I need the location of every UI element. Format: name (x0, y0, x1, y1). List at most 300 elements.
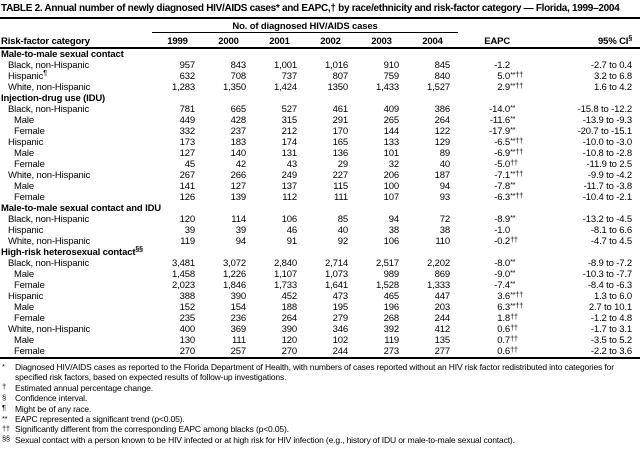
eapc-footnote-marker: †† (510, 345, 518, 354)
cell-cases-2001: 188 (281, 302, 297, 313)
table-row (0, 313, 640, 324)
cell-cases-2001: 1,424 (273, 82, 297, 93)
row-label: High-risk heterosexual contact§§ (1, 245, 143, 258)
footnotes (0, 359, 640, 445)
cell-cases-2000: 42 (235, 159, 246, 170)
footnote-marker: † (2, 382, 6, 392)
cell-cases-1999: 39 (184, 225, 195, 236)
eapc-footnote-marker: **†† (510, 81, 524, 90)
cell-cases-2002: 40 (337, 225, 348, 236)
footnote (2, 435, 638, 445)
eapc-value: -5.0 (494, 159, 511, 170)
cell-cases-2003: 265 (383, 115, 399, 126)
eapc-footnote-marker: †† (510, 235, 518, 244)
cell-cases-2001: 46 (286, 225, 297, 236)
cell-cases-2002: 92 (337, 236, 348, 247)
cell-ci: -13.9 to -9.3 (582, 115, 633, 126)
table-row (0, 104, 640, 115)
table-row (0, 280, 640, 291)
cell-cases-2002: 227 (332, 170, 348, 181)
cell-cases-2003: 409 (383, 104, 399, 115)
row-label: Female (14, 126, 45, 137)
cell-cases-2002: 165 (332, 137, 348, 148)
eapc-value: -1.2 (494, 60, 511, 71)
cell-ci: -8.4 to -6.3 (587, 280, 633, 291)
cell-cases-2000: 111 (232, 335, 246, 346)
cell-cases-1999: 1,283 (171, 82, 195, 93)
data-table (0, 17, 640, 359)
cell-cases-2000: 139 (230, 192, 246, 203)
cell-cases-2004: 110 (435, 236, 451, 247)
cell-cases-2000: 708 (230, 71, 246, 82)
cell-cases-2003: 94 (388, 214, 399, 225)
cell-ci: -3.5 to 5.2 (590, 335, 633, 346)
table-row (0, 71, 640, 82)
eapc-value: 2.9 (497, 82, 511, 93)
ci-header-label: 95% CI (598, 36, 629, 47)
cell-cases-2001: 137 (281, 181, 297, 192)
table-row (0, 192, 640, 203)
cell-ci: -20.7 to -15.1 (577, 126, 633, 137)
cell-cases-2002: 1,016 (324, 60, 348, 71)
cell-cases-2004: 244 (434, 313, 451, 324)
row-label: Male-to-male sexual contact and IDU (1, 203, 161, 214)
cell-cases-2001: 43 (286, 159, 297, 170)
cell-ci: -4.7 to 4.5 (590, 236, 633, 247)
table-row (0, 82, 640, 93)
cell-ci: 3.2 to 6.8 (593, 71, 633, 82)
footnote-text: EAPC represented a significant trend (p<0.05). (15, 414, 185, 425)
cell-ci: -9.9 to -4.2 (587, 170, 633, 181)
table-title: TABLE 2. Annual number of newly diagnosed HIV/AIDS cases* and EAPC,† by race/ethnicity and risk-factor category — Florida, 1999–2004 (1, 3, 620, 14)
eapc-value: -7.8 (494, 181, 511, 192)
cell-cases-2002: 85 (337, 214, 348, 225)
cell-cases-2003: 133 (383, 137, 399, 148)
col-year-1999: 1999 (152, 33, 203, 49)
cell-ci: -13.2 to -4.5 (582, 214, 633, 225)
cell-cases-1999: 449 (179, 115, 195, 126)
cell-cases-2003: 2,517 (375, 258, 399, 269)
cell-ci: -15.8 to -12.2 (577, 104, 633, 115)
cell-cases-2002: 195 (332, 302, 348, 313)
cell-cases-2003: 1,433 (375, 82, 399, 93)
cell-cases-2001: 249 (281, 170, 297, 181)
cell-cases-2004: 1,527 (427, 82, 451, 93)
cell-cases-2002: 473 (332, 291, 348, 302)
eapc-value: -6.3 (494, 192, 511, 203)
row-label: Male (14, 335, 34, 346)
cell-cases-1999: 1,458 (171, 269, 195, 280)
footnote-text: Confidence interval. (15, 393, 88, 404)
table-row (0, 324, 640, 335)
cell-cases-2001: 2,840 (273, 258, 297, 269)
cell-cases-2003: 101 (383, 148, 399, 159)
cell-cases-2003: 144 (383, 126, 399, 137)
cell-cases-2003: 206 (383, 170, 399, 181)
cell-cases-1999: 267 (179, 170, 195, 181)
cell-cases-2004: 187 (434, 170, 451, 181)
row-label: Black, non-Hispanic (8, 214, 90, 225)
eapc-footnote-marker: ** (510, 268, 516, 277)
cell-cases-2002: 111 (334, 192, 348, 203)
table-row (0, 214, 640, 225)
col-eapc: EAPC (458, 33, 535, 49)
table-row (0, 302, 640, 313)
cell-cases-1999: 3,481 (171, 258, 195, 269)
table-row (0, 181, 640, 192)
cell-cases-2004: 122 (434, 126, 451, 137)
col-year-2002: 2002 (305, 33, 356, 49)
row-label: Black, non-Hispanic (8, 104, 90, 115)
cell-cases-2002: 461 (332, 104, 348, 115)
table-row (0, 346, 640, 358)
eapc-value: 3.6 (497, 291, 511, 302)
eapc-value: -7.1 (494, 170, 511, 181)
col-year-2000: 2000 (203, 33, 254, 49)
cell-cases-2000: 114 (231, 214, 246, 225)
col-year-2003: 2003 (356, 33, 407, 49)
eapc-footnote-marker: ** (510, 103, 516, 112)
cell-cases-2004: 38 (439, 225, 451, 236)
eapc-value: -8.0 (494, 258, 511, 269)
footnote (2, 424, 638, 434)
cell-cases-2000: 1,846 (222, 280, 246, 291)
cell-cases-2004: 72 (439, 214, 451, 225)
eapc-footnote-marker: **†† (510, 136, 524, 145)
eapc-value: 0.6 (497, 324, 511, 335)
footnote-marker: § (2, 392, 6, 402)
cell-cases-2002: 1,641 (324, 280, 348, 291)
col-year-2004: 2004 (407, 33, 458, 49)
cell-cases-2000: 236 (230, 313, 246, 324)
row-label: Hispanic (8, 225, 44, 236)
section-row (0, 93, 640, 104)
footnote-marker: * (2, 361, 5, 371)
footnote-text: Might be of any race. (15, 403, 92, 414)
spanner-row (0, 18, 640, 33)
cases-spanner-header: No. of diagnosed HIV/AIDS cases (152, 18, 458, 33)
cell-ci: -8.1 to 6.6 (590, 225, 633, 236)
row-label: Injection-drug use (IDU) (1, 93, 106, 104)
cell-cases-2000: 1,350 (222, 82, 246, 93)
cell-cases-2004: 447 (434, 291, 451, 302)
table-row (0, 236, 640, 247)
cell-ci: -11.7 to -3.8 (583, 181, 633, 192)
cell-cases-2000: 257 (230, 346, 246, 357)
cell-cases-1999: 45 (184, 159, 195, 170)
row-label: Female (14, 346, 45, 357)
row-label: White, non-Hispanic (8, 82, 91, 93)
cell-cases-2003: 910 (383, 60, 399, 71)
cell-cases-1999: 400 (179, 324, 195, 335)
cell-cases-1999: 126 (179, 192, 195, 203)
cell-cases-2000: 3,072 (222, 258, 246, 269)
eapc-value: -17.9 (489, 126, 511, 137)
eapc-value: -7.4 (494, 280, 511, 291)
cell-cases-2004: 93 (439, 192, 451, 203)
cell-ci: -10.0 to -3.0 (582, 137, 633, 148)
cell-cases-2004: 40 (439, 159, 451, 170)
row-label: Male (14, 302, 34, 313)
cell-cases-2002: 29 (337, 159, 348, 170)
footnote-text: Significantly different from the corresponding EAPC among blacks (p<0.05). (15, 424, 289, 435)
cell-cases-2004: 94 (439, 181, 451, 192)
cell-cases-2002: 1350 (327, 82, 348, 93)
eapc-footnote-marker: ** (510, 180, 516, 189)
footnote-marker: ** (2, 413, 8, 423)
row-footnote-marker: §§ (135, 245, 143, 253)
cell-ci: -10.4 to -2.1 (582, 192, 633, 203)
cell-cases-1999: 152 (179, 302, 195, 313)
cell-cases-2001: 452 (281, 291, 297, 302)
row-label: Hispanic (8, 137, 44, 148)
cell-cases-2002: 102 (332, 335, 348, 346)
cell-cases-2004: 2,202 (427, 258, 451, 269)
cell-cases-1999: 332 (179, 126, 195, 137)
spanner-spacer-eapc (458, 18, 535, 33)
row-label: Black, non-Hispanic (8, 60, 90, 71)
cell-cases-2003: 392 (383, 324, 399, 335)
cell-cases-2002: 279 (332, 313, 348, 324)
cell-ci: -2.7 to 0.4 (590, 60, 633, 71)
cell-cases-1999: 388 (179, 291, 195, 302)
row-label: Male (14, 115, 34, 126)
cell-cases-2004: 129 (434, 137, 451, 148)
section-row (0, 203, 640, 214)
cell-eapc (458, 236, 535, 247)
footnote-marker: §§ (2, 434, 10, 444)
cell-cases-2000: 665 (230, 104, 246, 115)
column-header-row (0, 33, 640, 49)
footnote-text: Sexual contact with a person known to be HIV infected or at high risk for HIV infection (e.g., history of IDU or male-to-male sexual contact). (15, 434, 515, 445)
cell-cases-2004: 277 (434, 346, 451, 357)
cell-cases-1999: 119 (180, 236, 195, 247)
eapc-value: -14.0 (489, 104, 511, 115)
cell-cases-1999: 120 (179, 214, 195, 225)
cell-cases-2001: 264 (281, 313, 297, 324)
cell-cases-2002: 136 (332, 148, 348, 159)
cell-cases-2001: 131 (281, 148, 297, 159)
cell-cases-2001: 174 (281, 137, 297, 148)
cell-cases-2001: 527 (281, 104, 297, 115)
eapc-value: -11.6 (489, 115, 511, 126)
eapc-footnote-marker: †† (510, 312, 518, 321)
cell-cases-2001: 315 (281, 115, 297, 126)
table-row (0, 170, 640, 181)
cell-ci: -2.2 to 3.6 (590, 346, 633, 357)
cell-cases-2001: 737 (281, 71, 297, 82)
cell-cases-2001: 1,733 (273, 280, 297, 291)
eapc-value: -9.0 (494, 269, 511, 280)
cell-ci: -1.2 to 4.8 (590, 313, 633, 324)
cell-cases-2004: 869 (434, 269, 451, 280)
cell-cases-2003: 100 (383, 181, 399, 192)
cell-ci: -1.7 to 3.1 (590, 324, 633, 335)
cell-cases-2000: 1,226 (222, 269, 246, 280)
eapc-value: -6.9 (494, 148, 511, 159)
cell-cases-2003: 1,528 (375, 280, 399, 291)
eapc-footnote-marker: **†† (510, 169, 524, 178)
table-row (0, 148, 640, 159)
cell-cases-2002: 346 (332, 324, 348, 335)
eapc-footnote-marker: ** (510, 114, 516, 123)
table-row (0, 258, 640, 269)
ci-footnote-marker: § (628, 34, 633, 42)
cell-cases-2002: 115 (333, 181, 348, 192)
eapc-value: -0.2 (494, 236, 511, 247)
cell-cases-2000: 154 (230, 302, 246, 313)
cell-cases-2004: 135 (434, 335, 451, 346)
cell-cases-2000: 183 (230, 137, 246, 148)
cell-cases-2004: 264 (434, 115, 451, 126)
footnote-marker: ¶ (2, 403, 6, 413)
footnote (2, 383, 638, 393)
footnote (2, 362, 638, 383)
cell-cases-2001: 112 (282, 192, 297, 203)
cell-cases-2003: 273 (383, 346, 399, 357)
cell-cases-2003: 107 (383, 192, 399, 203)
cell-ci: -10.3 to -7.7 (582, 269, 633, 280)
footnote (2, 404, 638, 414)
cell-cases-1999: 270 (179, 346, 195, 357)
cell-cases-2004: 1,333 (427, 280, 451, 291)
row-label: Female (14, 280, 45, 291)
col-risk-factor-category: Risk-factor category (0, 33, 152, 49)
row-label: Male (14, 181, 34, 192)
cell-cases-1999: 235 (179, 313, 195, 324)
footnote-text: Diagnosed HIV/AIDS cases as reported to the Florida Department of Health, with numbers of cases reported without an HIV risk factor redistributed into categories for specified risk factors, based on expected results of follow-up investigations. (15, 362, 614, 383)
cell-cases-2003: 119 (384, 335, 399, 346)
cell-cases-2001: 106 (281, 214, 297, 225)
cell-cases-2001: 212 (281, 126, 297, 137)
row-footnote-marker: ¶ (43, 69, 47, 77)
eapc-footnote-marker: **†† (510, 301, 524, 310)
row-label: White, non-Hispanic (8, 170, 91, 181)
cell-ci: -11.9 to 2.5 (586, 159, 633, 170)
cell-ci: 2.7 to 10.1 (588, 302, 633, 313)
eapc-value: -6.5 (494, 137, 511, 148)
cell-cases-2003: 759 (383, 71, 399, 82)
cell-cases-2000: 237 (230, 126, 246, 137)
eapc-footnote-marker: ** (510, 257, 516, 266)
section-row (0, 48, 640, 60)
row-label: Male (14, 148, 34, 159)
cell-eapc (458, 192, 535, 203)
cell-cases-1999: 173 (179, 137, 195, 148)
cell-cases-1999: 130 (179, 335, 195, 346)
eapc-footnote-marker: **†† (510, 290, 524, 299)
cell-ci: -10.8 to -2.8 (582, 148, 633, 159)
table-row (0, 60, 640, 71)
cell-cases-2003: 196 (383, 302, 399, 313)
row-label: White, non-Hispanic (8, 324, 91, 335)
row-label: Male (14, 269, 34, 280)
cell-cases-2000: 94 (235, 236, 246, 247)
cell-ci: 1.6 to 4.2 (593, 82, 633, 93)
cell-cases-2002: 170 (332, 126, 348, 137)
row-label: Black, non-Hispanic (8, 258, 90, 269)
section-row (0, 247, 640, 258)
cell-cases-2003: 38 (388, 225, 399, 236)
cell-cases-2001: 1,001 (273, 60, 297, 71)
cell-cases-2001: 1,107 (273, 269, 297, 280)
cell-cases-2000: 127 (230, 181, 246, 192)
table-row (0, 115, 640, 126)
cell-cases-1999: 957 (179, 60, 195, 71)
cell-cases-1999: 127 (179, 148, 195, 159)
eapc-value: 0.7 (497, 335, 511, 346)
row-label: Female (14, 192, 45, 203)
cell-cases-2002: 291 (332, 115, 348, 126)
eapc-footnote-marker: **†† (510, 147, 524, 156)
cell-cases-2002: 807 (332, 71, 348, 82)
eapc-footnote-marker: †† (510, 323, 518, 332)
cell-cases-2001: 390 (281, 324, 297, 335)
cell-cases-1999: 781 (179, 104, 195, 115)
eapc-footnote-marker: †† (510, 334, 518, 343)
cell-cases-2001: 270 (281, 346, 297, 357)
cell-cases-2000: 428 (230, 115, 246, 126)
cell-cases-2000: 390 (230, 291, 246, 302)
cell-eapc (458, 82, 535, 93)
footnote (2, 393, 638, 403)
eapc-footnote-marker: **†† (510, 191, 524, 200)
eapc-value: 1.8 (497, 313, 511, 324)
table-row (0, 291, 640, 302)
cell-cases-2000: 369 (230, 324, 246, 335)
cell-cases-2002: 244 (332, 346, 348, 357)
eapc-footnote-marker: ** (510, 213, 516, 222)
col-year-2001: 2001 (254, 33, 305, 49)
cell-ci: -8.9 to -7.2 (587, 258, 633, 269)
footnote-text: Estimated annual percentage change. (15, 382, 153, 393)
eapc-footnote-marker: †† (510, 158, 518, 167)
eapc-value: 5.0 (497, 71, 511, 82)
footnote-marker: †† (2, 423, 10, 433)
eapc-value: 6.3 (497, 302, 511, 313)
cell-cases-2003: 32 (388, 159, 399, 170)
cell-cases-1999: 2,023 (171, 280, 195, 291)
table-row (0, 159, 640, 170)
eapc-footnote-marker: ** (510, 279, 516, 288)
cell-ci: 1.3 to 6.0 (593, 291, 633, 302)
cell-cases-2004: 386 (434, 104, 451, 115)
row-label: Male-to-male sexual contact (1, 49, 124, 60)
eapc-footnote-marker: **†† (510, 70, 524, 79)
cell-cases-2002: 1,073 (324, 269, 348, 280)
cell-eapc (458, 214, 535, 225)
row-label: Hispanic (8, 291, 44, 302)
row-label: White, non-Hispanic (8, 236, 91, 247)
cell-cases-2003: 106 (383, 236, 399, 247)
row-label: Female (14, 313, 45, 324)
spanner-spacer-ci (535, 18, 640, 33)
cell-cases-2003: 268 (383, 313, 399, 324)
cell-cases-2000: 843 (230, 60, 246, 71)
table-row (0, 126, 640, 137)
eapc-value: 0.6 (497, 346, 511, 357)
table-row (0, 269, 640, 280)
cell-cases-2000: 266 (230, 170, 246, 181)
cell-cases-2003: 465 (383, 291, 399, 302)
cell-cases-2003: 989 (383, 269, 399, 280)
table-row (0, 335, 640, 346)
cell-cases-2004: 412 (434, 324, 451, 335)
spanner-spacer-left (0, 18, 152, 33)
table-row (0, 137, 640, 148)
eapc-footnote-marker: ** (510, 125, 516, 134)
table-row (0, 225, 640, 236)
